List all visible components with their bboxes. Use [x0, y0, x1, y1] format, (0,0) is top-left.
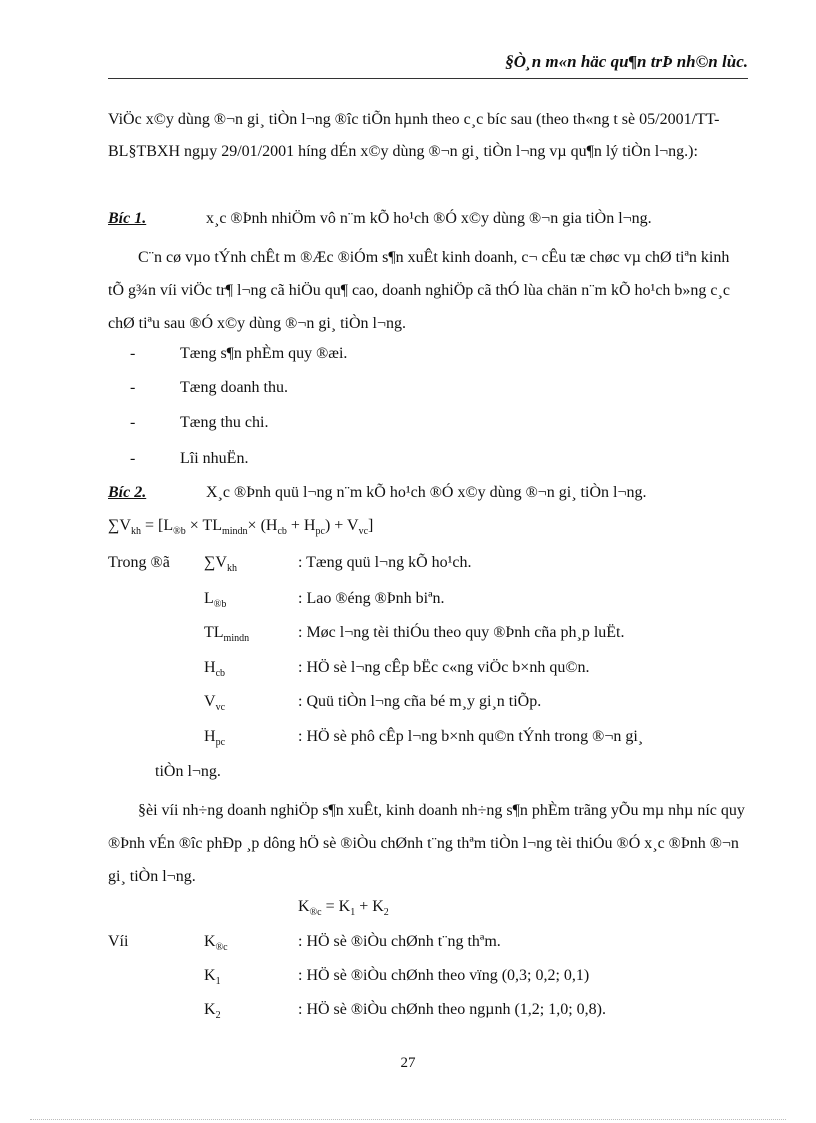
step1-paragraph: C¨n cø vµo tÝnh chÊt m ®Æc ®iÓm s¶n xuÊt kinh doanh, c¬ cÊu tæ chøc vµ chØ tiªn kinh tÕ g¾n víi viÖc tr¶ l¬ng cã hiÖu qu¶ cao, doanh nghiÖp cã thÓ lùa chän n¨m kÕ ho¹ch b»ng c¸c chØ tiªu sau ®Ó x©y dùng ®¬n gi¸ tiÒn l¬ng.	[108, 249, 730, 332]
k-legend-desc: : HÖ sè ®iÒu chØnh t¨ng thªm.	[298, 933, 501, 950]
bullet-item: Lîi nhuËn.	[180, 450, 249, 467]
legend-symbol: $L_{®b}$	[204, 590, 227, 611]
k-legend-symbol: $K_{®c}$	[204, 933, 228, 954]
bullet-dash: -	[130, 379, 136, 396]
legend-desc: : Tæng quü l¬ng kÕ ho¹ch.	[298, 554, 472, 571]
bullet-item: Tæng doanh thu.	[180, 379, 288, 396]
step2-text: X¸c ®Þnh quü l¬ng n¨m kÕ ho¹ch ®Ó x©y dùng ®¬n gi¸ tiÒn l¬ng.	[206, 484, 647, 501]
bullet-dash: -	[130, 414, 136, 431]
k-legend-desc: : HÖ sè ®iÒu chØnh theo vïng (0,3; 0,2; 0,1)	[298, 967, 590, 984]
step2-label: Bíc 2.	[108, 484, 147, 501]
legend-symbol: $H_{pc}$	[204, 728, 226, 749]
k-legend-desc: : HÖ sè ®iÒu chØnh theo ngµnh (1,2; 1,0; 0,8).	[298, 1001, 607, 1018]
bullet-dash: -	[130, 450, 136, 467]
legend-symbol: $V_{vc}$	[204, 693, 226, 714]
header-rule	[108, 78, 748, 79]
legend-symbol: $TL_{mindn}$	[204, 624, 250, 645]
voi-label: Víi	[108, 933, 129, 950]
k-legend-symbol: $K_2$	[204, 1001, 221, 1022]
fund-formula: $\sum V_{kh} = [L_{®b} \times TL_{mindn}\times (H_{cb} + H_{pc}) + V_{vc}]$	[108, 517, 374, 538]
legend-symbol: $\sum V_{kh}$	[204, 554, 237, 575]
bullet-item: Tæng thu chi.	[180, 414, 269, 431]
legend-desc: : HÖ sè l¬ng cÊp bËc c«ng viÖc b×nh qu©n.	[298, 659, 590, 676]
legend-desc: : Møc l¬ng tèi thiÓu theo quy ®Þnh cña ph¸p luËt.	[298, 624, 625, 641]
bullet-item: Tæng s¶n phÈm quy ®æi.	[180, 345, 348, 362]
k-formula: $K_{®c} = K_1 + K_2$	[298, 898, 389, 919]
step1-text: x¸c ®Þnh nhiÖm vô n¨m kÕ ho¹ch ®Ó x©y dùng ®¬n gia tiÒn l¬ng.	[206, 210, 652, 227]
trong-do-label: Trong ®ã	[108, 554, 170, 571]
legend-desc: : Lao ®éng ®Þnh biªn.	[298, 590, 445, 607]
legend-desc: : HÖ sè phô cÊp l¬ng b×nh qu©n tÝnh trong ®¬n gi¸	[298, 728, 644, 745]
enterprise-paragraph: §èi víi nh÷ng doanh nghiÖp s¶n xuÊt, kinh doanh nh÷ng s¶n phÈm trãng yÕu mµ nhµ níc quy ®Þnh vÉn ®îc phÐp ¸p dông hÖ sè ®iÒu chØnh t¨ng thªm tiÒn l¬ng tèi thiÓu ®Ó x¸c ®Þnh ®¬n gi¸ tiÒn l¬ng.	[108, 802, 745, 885]
legend-continuation: tiÒn l¬ng.	[155, 763, 221, 780]
step1-label: Bíc 1.	[108, 210, 147, 227]
intro-paragraph: ViÖc x©y dùng ®¬n gi¸ tiÒn l¬ng ®îc tiÕn hµnh theo c¸c bíc sau (theo th«ng t sè 05/2001/TT-BL§TBXH ngµy 29/01/2001 híng dÉn x©y dùng ®¬n gi¸ tiÒn l¬ng vµ qu¶n lý tiÒn l¬ng.):	[108, 111, 720, 160]
bullet-dash: -	[130, 345, 136, 362]
legend-desc: : Quü tiÒn l¬ng cña bé m¸y gi¸n tiÕp.	[298, 693, 542, 710]
k-legend-symbol: $K_1$	[204, 967, 221, 988]
legend-symbol: $H_{cb}$	[204, 659, 226, 680]
footer-rule	[30, 1119, 786, 1120]
page-number: 27	[400, 1055, 416, 1071]
running-header: §Ò¸n m«n häc qu¶n trÞ nh©n lùc.	[505, 52, 748, 71]
